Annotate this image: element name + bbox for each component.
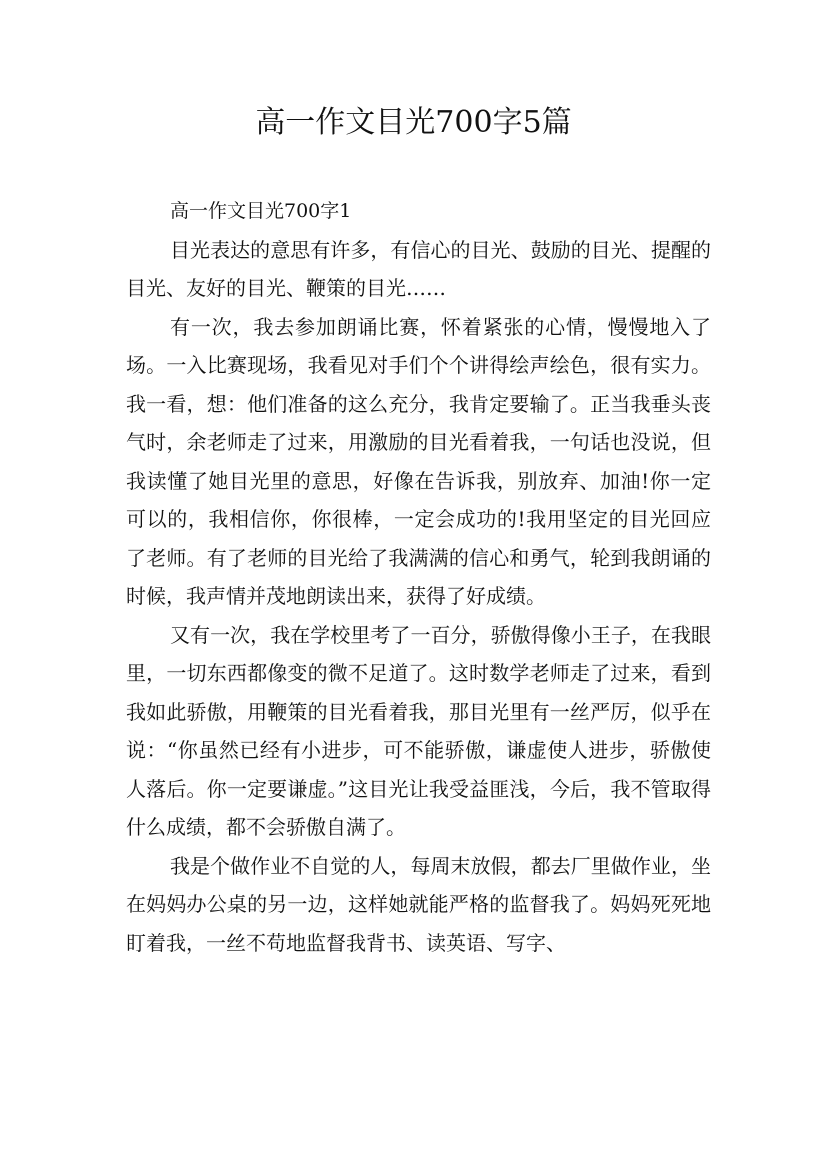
paragraph-2: 有一次，我去参加朗诵比赛，怀着紧张的心情，慢慢地入了场。一入比赛现场，我看见对手们个个讲得绘声绘色，很有实力。我一看，想：他们准备的这么充分，我肯定要输了。正当我垂头丧气时，余老师走了过来，用激励的目光看着我，一句话也没说，但我读懂了她目光里的意思，好像在告诉我，别放弃、加油!你一定可以的，我相信你，你很棒，一定会成功的!我用坚定的目光回应了老师。有了老师的目光给了我满满的信心和勇气，轮到我朗诵的时候，我声情并茂地朗读出来，获得了好成绩。 [126, 314, 711, 608]
paragraph-3: 又有一次，我在学校里考了一百分，骄傲得像小王子，在我眼里，一切东西都像变的微不足道了。这时数学老师走了过来，看到我如此骄傲，用鞭策的目光看着我，那目光里有一丝严厉，似乎在说：“你虽然已经有小进步，可不能骄傲，谦虚使人进步，骄傲使人落后。你一定要谦虚。”这目光让我受益匪浅，今后，我不管取得什么成绩，都不会骄傲自满了。 [126, 622, 711, 839]
document-body [126, 192, 711, 962]
document-title: 高一作文目光700字5篇 [255, 105, 572, 140]
paragraph-1: 目光表达的意思有许多，有信心的目光、鼓励的目光、提醒的目光、友好的目光、鞭策的目光…… [126, 237, 711, 300]
section-heading: 高一作文目光700字1 [170, 200, 352, 222]
paragraph-4: 我是个做作业不自觉的人，每周末放假，都去厂里做作业，坐在妈妈办公桌的另一边，这样她就能严格的监督我了。妈妈死死地盯着我，一丝不苟地监督我背书、读英语、写字、 [126, 853, 711, 955]
